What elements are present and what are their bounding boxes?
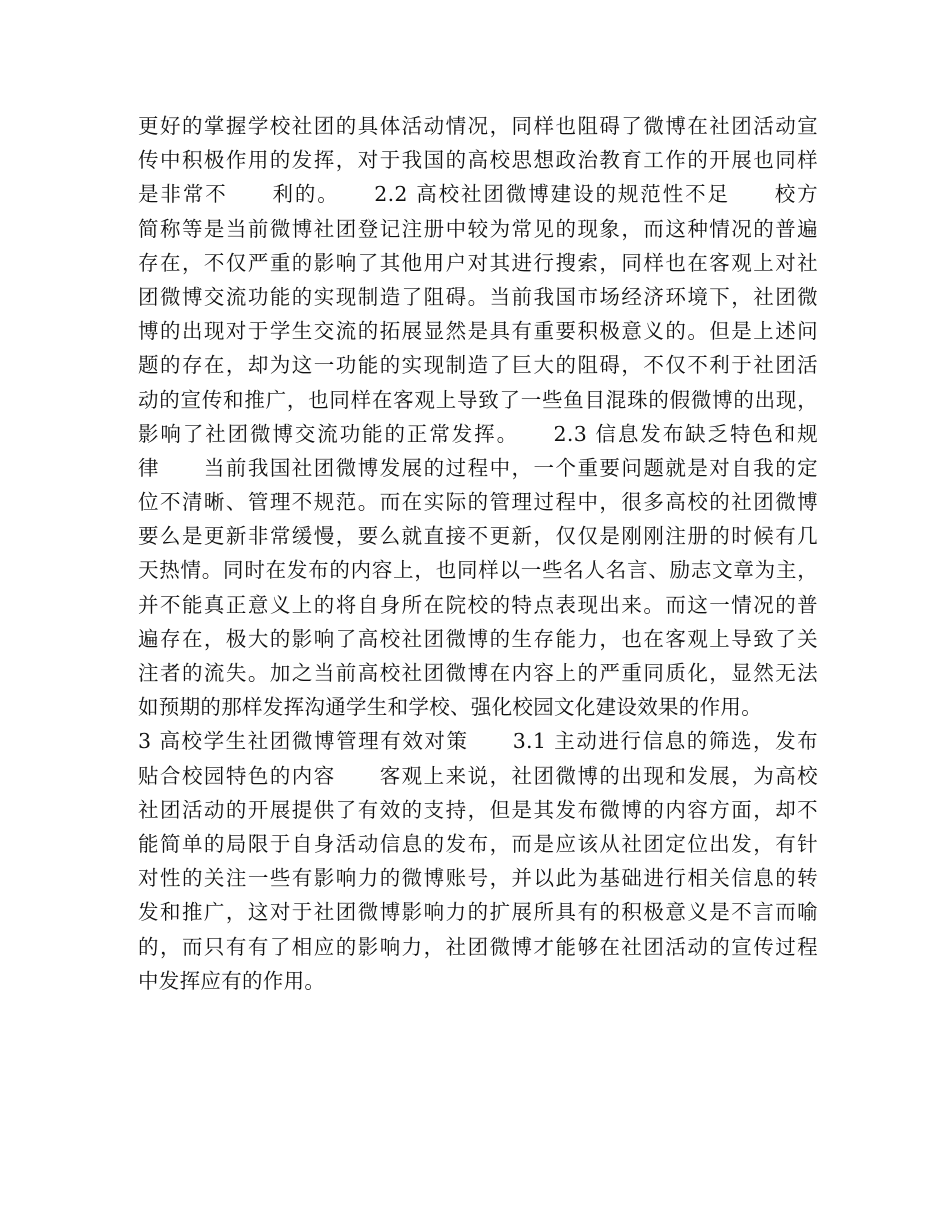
text-line: 能简单的局限于自身活动信息的发布，而是应该从社团定位出发，有针 — [138, 831, 818, 856]
text-line: 更好的掌握学校社团的具体活动情况，同样也阻碍了微博在社团活动宣 — [138, 114, 818, 138]
text-line: 3 高校学生社团微博管理有效对策 3.1 主动进行信息的筛选，发布 — [138, 729, 818, 754]
text-line: 如预期的那样发挥沟通学生和学校、强化校园文化建设效果的作用。 — [138, 695, 762, 720]
text-line: 并不能真正意义上的将自身所在院校的特点表现出来。而这一情况的普 — [138, 592, 818, 617]
body-text — [138, 109, 818, 998]
text-line: 发和推广，这对于社团微博影响力的扩展所具有的积极意义是不言而喻 — [138, 900, 818, 925]
text-line: 注者的流失。加之当前高校社团微博在内容上的严重同质化，显然无法 — [138, 661, 818, 685]
text-line: 遍存在，极大的影响了高校社团微博的生存能力，也在客观上导致了关 — [138, 626, 818, 651]
text-line: 题的存在，却为这一功能的实现制造了巨大的阻碍，不仅不利于社团活 — [138, 353, 818, 378]
text-line: 动的宣传和推广，也同样在客观上导致了一些鱼目混珠的假微博的出现， — [138, 387, 818, 412]
text-line: 存在，不仅严重的影响了其他用户对其进行搜索，同样也在客观上对社 — [138, 250, 818, 275]
text-line: 天热情。同时在发布的内容上，也同样以一些名人名言、励志文章为主， — [138, 558, 818, 583]
text-line: 位不清晰、管理不规范。而在实际的管理过程中，很多高校的社团微博 — [138, 490, 818, 515]
text-line: 贴合校园特色的内容 客观上来说，社团微博的出现和发展，为高校 — [138, 763, 818, 788]
text-line: 影响了社团微博交流功能的正常发挥。 2.3 信息发布缺乏特色和规 — [138, 421, 818, 446]
text-line: 团微博交流功能的实现制造了阻碍。当前我国市场经济环境下，社团微 — [138, 284, 818, 309]
text-line: 中发挥应有的作用。 — [138, 968, 326, 993]
text-line: 律 当前我国社团微博发展的过程中，一个重要问题就是对自我的定 — [138, 455, 818, 480]
text-line: 简称等是当前微博社团登记注册中较为常见的现象，而这种情况的普遍 — [138, 216, 818, 241]
text-line: 传中积极作用的发挥，对于我国的高校思想政治教育工作的开展也同样 — [138, 148, 818, 173]
text-line: 博的出现对于学生交流的拓展显然是具有重要积极意义的。但是上述问 — [138, 319, 818, 344]
text-line: 是非常不 利的。 2.2 高校社团微博建设的规范性不足 校方 — [138, 182, 818, 207]
text-line: 的，而只有有了相应的影响力，社团微博才能够在社团活动的宣传过程 — [138, 934, 818, 959]
text-line: 要么是更新非常缓慢，要么就直接不更新，仅仅是刚刚注册的时候有几 — [138, 524, 818, 549]
text-line: 对性的关注一些有影响力的微博账号，并以此为基础进行相关信息的转 — [138, 866, 818, 891]
text-line: 社团活动的开展提供了有效的支持，但是其发布微博的内容方面，却不 — [138, 797, 818, 822]
